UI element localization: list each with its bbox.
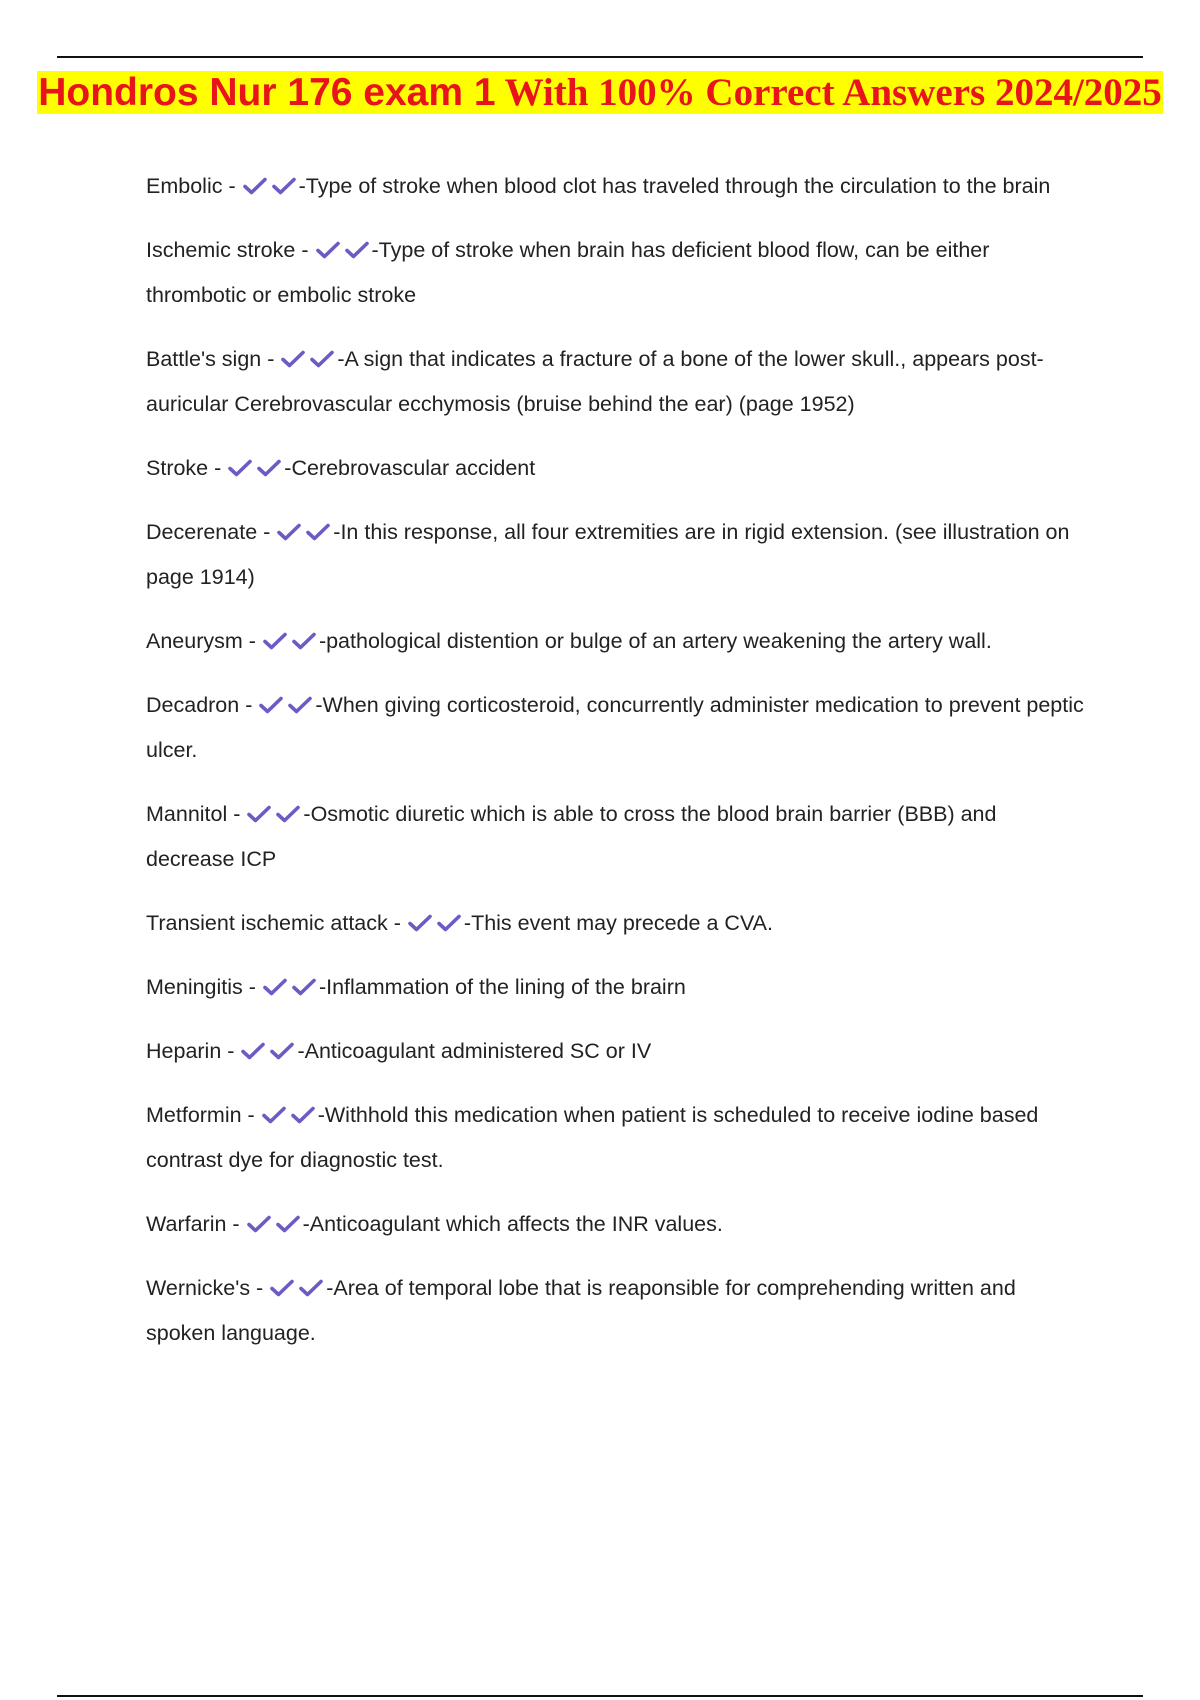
qa-term: Metformin — [146, 1103, 242, 1127]
qa-definition: -Area of temporal lobe that is reaponsible for comprehending written and spoken language. — [146, 1276, 1016, 1345]
check-icon — [243, 177, 267, 195]
qa-definition: -When giving corticosteroid, concurrently administer medication to prevent peptic ulcer. — [146, 693, 1084, 762]
qa-item: Decadron - -When giving corticosteroid, concurrently administer medication to prevent peptic ulcer. — [146, 693, 1084, 762]
check-icon — [310, 350, 334, 368]
qa-item: Ischemic stroke - -Type of stroke when brain has deficient blood flow, can be either thrombotic or embolic stroke — [146, 238, 990, 307]
qa-term: Decerenate — [146, 520, 258, 544]
qa-item: Aneurysm - -pathological distention or bulge of an artery weakening the artery wall. — [146, 629, 992, 653]
qa-item: Meningitis - -Inflammation of the lining of the brairn — [146, 975, 686, 999]
qa-term: Heparin — [146, 1039, 222, 1063]
title-part-sans: Hondros Nur 176 exam 1 — [38, 71, 496, 114]
check-icon — [288, 696, 312, 714]
check-icon — [259, 696, 283, 714]
qa-item: Transient ischemic attack - -This event may precede a CVA. — [146, 911, 774, 935]
qa-term: Transient ischemic attack — [146, 911, 388, 935]
check-icon — [292, 632, 316, 650]
qa-definition: -Type of stroke when brain has deficient blood flow, can be either thrombotic or embolic stroke — [146, 238, 990, 307]
check-icon — [270, 1279, 294, 1297]
check-icon — [281, 350, 305, 368]
check-icon — [345, 241, 369, 259]
qa-term: Aneurysm — [146, 629, 243, 653]
check-icon — [299, 1279, 323, 1297]
check-icon — [437, 914, 461, 932]
check-icon — [270, 1042, 294, 1060]
qa-definition: -In this response, all four extremities are in rigid extension. (see illustration on page 1914) — [146, 520, 1070, 589]
check-icon — [292, 978, 316, 996]
qa-list — [146, 164, 1086, 1375]
title-part-serif: With 100% Correct Answers 2024/2025 — [495, 71, 1162, 114]
qa-term: Warfarin — [146, 1212, 227, 1236]
qa-term: Stroke — [146, 456, 209, 480]
check-icon — [263, 632, 287, 650]
check-icon — [262, 1106, 286, 1124]
document-title — [0, 70, 1200, 116]
qa-definition: -Anticoagulant which affects the INR values. — [302, 1212, 723, 1236]
qa-item: Battle's sign - -A sign that indicates a fracture of a bone of the lower skull., appears post-auricular Cerebrovascular ecchymosis (bruise behind the ear) (page 1952) — [146, 347, 1044, 416]
check-icon — [276, 805, 300, 823]
check-icon — [316, 241, 340, 259]
top-rule — [57, 56, 1143, 58]
qa-item: Decerenate - -In this response, all four extremities are in rigid extension. (see illustration on page 1914) — [146, 520, 1070, 589]
qa-definition: -Withhold this medication when patient is scheduled to receive iodine based contrast dye for diagnostic test. — [146, 1103, 1039, 1172]
qa-term: Wernicke's — [146, 1276, 251, 1300]
check-icon — [277, 523, 301, 541]
check-icon — [263, 978, 287, 996]
qa-term: Mannitol — [146, 802, 228, 826]
qa-term: Meningitis — [146, 975, 243, 999]
check-icon — [306, 523, 330, 541]
check-icon — [291, 1106, 315, 1124]
check-icon — [241, 1042, 265, 1060]
qa-item: Mannitol - -Osmotic diuretic which is able to cross the blood brain barrier (BBB) and decrease ICP — [146, 802, 997, 871]
bottom-rule — [57, 1695, 1143, 1697]
check-icon — [257, 459, 281, 477]
qa-term: Battle's sign — [146, 347, 262, 371]
qa-item: Metformin - -Withhold this medication when patient is scheduled to receive iodine based contrast dye for diagnostic test. — [146, 1103, 1039, 1172]
qa-item: Stroke - -Cerebrovascular accident — [146, 456, 536, 480]
check-icon — [247, 1215, 271, 1233]
qa-definition: -Type of stroke when blood clot has traveled through the circulation to the brain — [298, 174, 1051, 198]
qa-definition: -Cerebrovascular accident — [284, 456, 536, 480]
check-icon — [228, 459, 252, 477]
qa-definition: -This event may precede a CVA. — [463, 911, 774, 935]
check-icon — [272, 177, 296, 195]
qa-term: Decadron — [146, 693, 240, 717]
check-icon — [276, 1215, 300, 1233]
qa-item: Heparin - -Anticoagulant administered SC or IV — [146, 1039, 652, 1063]
qa-item: Warfarin - -Anticoagulant which affects the INR values. — [146, 1212, 723, 1236]
qa-definition: -Anticoagulant administered SC or IV — [297, 1039, 652, 1063]
qa-term: Embolic — [146, 174, 223, 198]
qa-definition: -Osmotic diuretic which is able to cross the blood brain barrier (BBB) and decrease ICP — [146, 802, 997, 871]
qa-definition: -A sign that indicates a fracture of a bone of the lower skull., appears post-auricular Cerebrovascular ecchymosis (bruise behind the ear) (page 1952) — [146, 347, 1044, 416]
check-icon — [408, 914, 432, 932]
qa-item: Embolic - -Type of stroke when blood clot has traveled through the circulation to the brain — [146, 174, 1051, 198]
qa-term: Ischemic stroke — [146, 238, 296, 262]
qa-definition: -Inflammation of the lining of the brairn — [318, 975, 686, 999]
qa-item: Wernicke's - -Area of temporal lobe that is reaponsible for comprehending written and spoken language. — [146, 1276, 1016, 1345]
check-icon — [247, 805, 271, 823]
qa-definition: -pathological distention or bulge of an artery weakening the artery wall. — [318, 629, 992, 653]
